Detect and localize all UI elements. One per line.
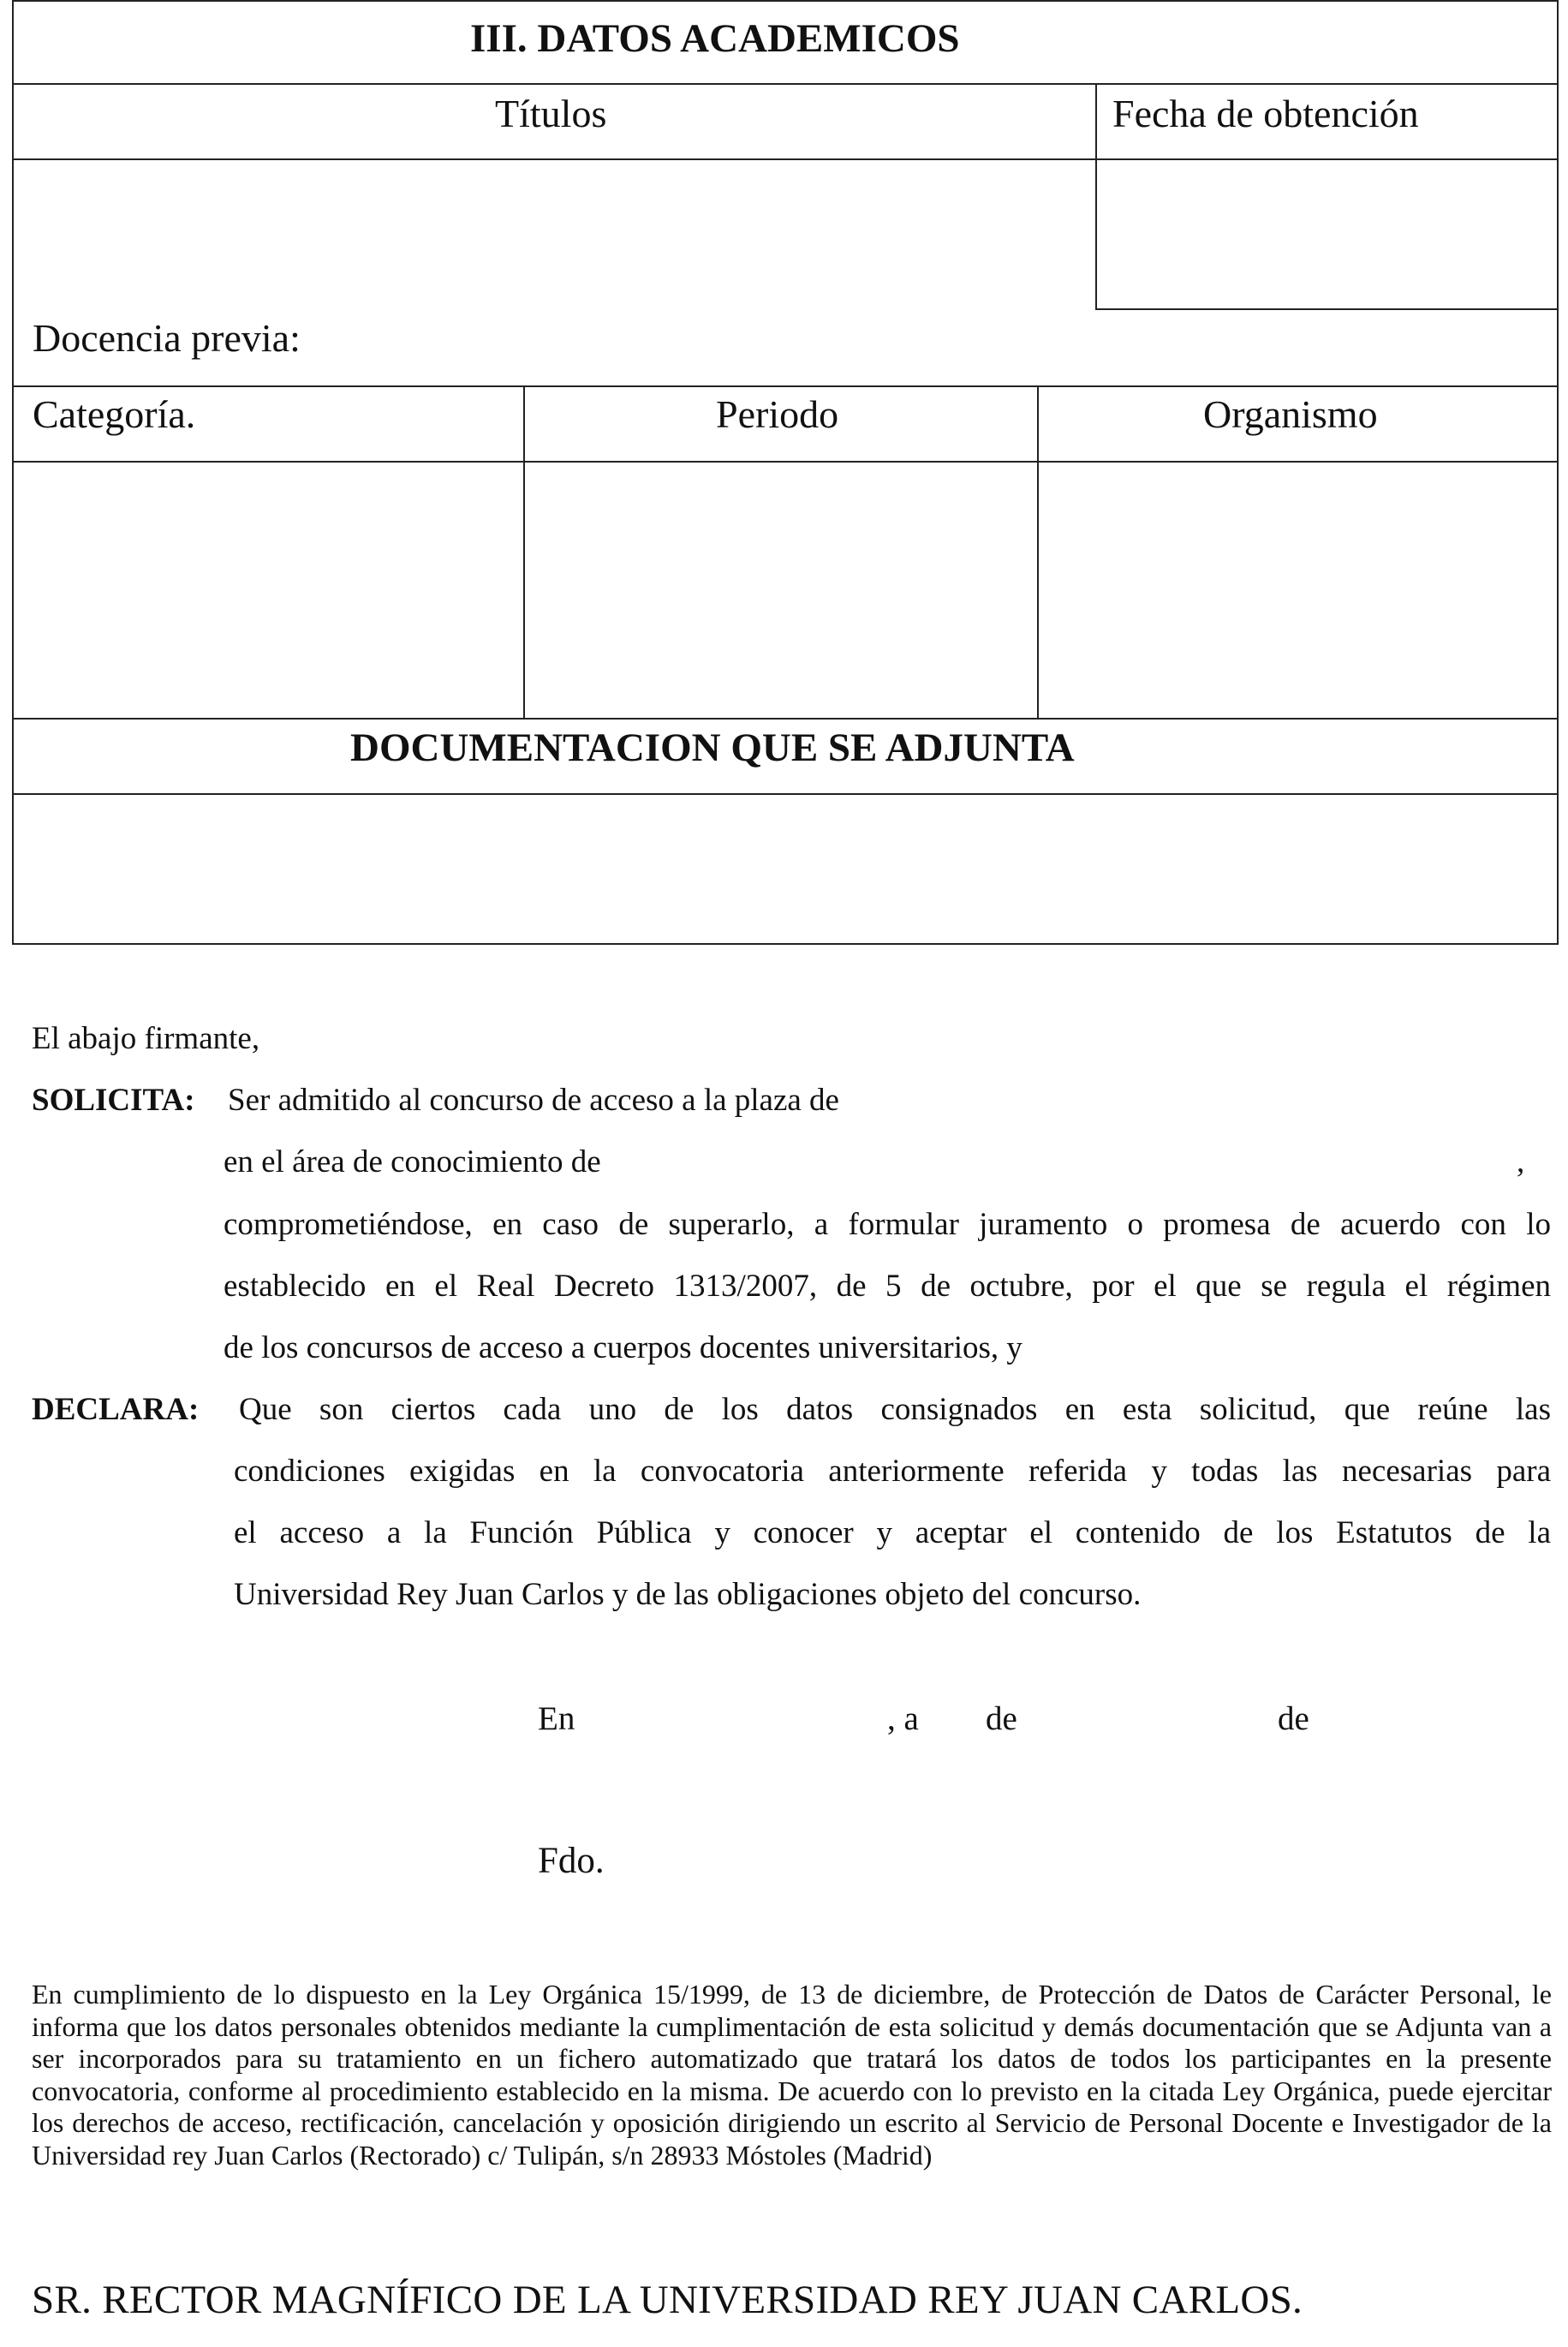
- declara-line-3: el acceso a la Función Pública y conocer y aceptar el contenido de los Estatutos de la: [234, 1515, 1551, 1550]
- area-comma: ,: [1517, 1144, 1525, 1179]
- section-title: III. DATOS ACADEMICOS: [470, 16, 960, 61]
- solicita-label: SOLICITA:: [32, 1083, 195, 1118]
- commitment-line-2: establecido en el Real Decreto 1313/2007, de 5 de octubre, por el que se regula el régimen: [224, 1269, 1551, 1304]
- rule-above-docs: [12, 718, 1559, 720]
- declara-line-1: Que son ciertos cada uno de los datos consignados en esta solicitud, que reúne las: [239, 1392, 1551, 1427]
- declara-line-2: condiciones exigidas en la convocatoria anteriormente referida y todas las necesarias para: [234, 1454, 1551, 1489]
- area-text: en el área de conocimiento de: [224, 1144, 601, 1179]
- header-organism: Organismo: [1203, 392, 1378, 436]
- header-period: Periodo: [716, 392, 839, 436]
- rule-below-teaching-headers: [12, 461, 1559, 463]
- rule-below-title: [12, 83, 1559, 85]
- header-category: Categoría.: [33, 392, 196, 436]
- rule-date-column: [1095, 83, 1097, 308]
- docs-title: DOCUMENTACION QUE SE ADJUNTA: [350, 726, 1075, 770]
- date-a-label: , a: [887, 1700, 919, 1737]
- rule-below-docs-title: [12, 793, 1559, 795]
- table-border-right: [1557, 0, 1559, 945]
- teaching-label: Docencia previa:: [33, 316, 301, 360]
- rule-organism-column: [1037, 385, 1039, 718]
- place-prefix: En: [538, 1700, 575, 1737]
- rule-date-cell-bottom: [1095, 308, 1559, 310]
- rule-period-column: [523, 385, 525, 718]
- solicita-text: Ser admitido al concurso de acceso a la plaza de: [228, 1083, 839, 1118]
- commitment-line-3: de los concursos de acceso a cuerpos docentes universitarios, y: [224, 1330, 1022, 1365]
- intro-text: El abajo firmante,: [32, 1021, 260, 1056]
- rule-below-teaching: [12, 385, 1559, 387]
- declara-label: DECLARA:: [32, 1392, 200, 1427]
- academic-data-table: [12, 0, 1559, 945]
- data-protection-notice: En cumplimiento de lo dispuesto en la Ley Orgánica 15/1999, de 13 de diciembre, de Protección de Datos de Carácter Personal, le informa que los datos personales obtenidos mediante la cumplimentación de esta solicitud y demás documentación que se Adjunta van a ser incorporados para su tratamiento en un fichero automatizado que tratará los datos de todos los participantes en la presente convocatoria, conforme al procedimiento establecido en la misma. De acuerdo con lo previsto en la citada Ley Orgánica, puede ejercitar los derechos de acceso, rectificación, cancelación y oposición dirigiendo un escrito al Servicio de Personal Docente e Investigador de la Universidad rey Juan Carlos (Rectorado) c/ Tulipán, s/n 28933 Móstoles (Madrid): [32, 1979, 1552, 2171]
- table-border-top: [12, 0, 1559, 2]
- table-border-left: [12, 0, 14, 945]
- header-date-obtained: Fecha de obtención: [1112, 92, 1419, 135]
- date-de-label-1: de: [986, 1700, 1017, 1737]
- header-titles: Títulos: [495, 92, 607, 135]
- signed-label: Fdo.: [538, 1841, 605, 1881]
- declara-line-4: Universidad Rey Juan Carlos y de las obligaciones objeto del concurso.: [234, 1577, 1142, 1612]
- date-de-label-2: de: [1278, 1700, 1309, 1737]
- commitment-line-1: comprometiéndose, en caso de superarlo, a formular juramento o promesa de acuerdo con lo: [224, 1207, 1551, 1242]
- addressee: SR. RECTOR MAGNÍFICO DE LA UNIVERSIDAD REY JUAN CARLOS.: [32, 2278, 1303, 2322]
- rule-below-headers: [12, 158, 1559, 160]
- table-border-bottom: [12, 943, 1559, 945]
